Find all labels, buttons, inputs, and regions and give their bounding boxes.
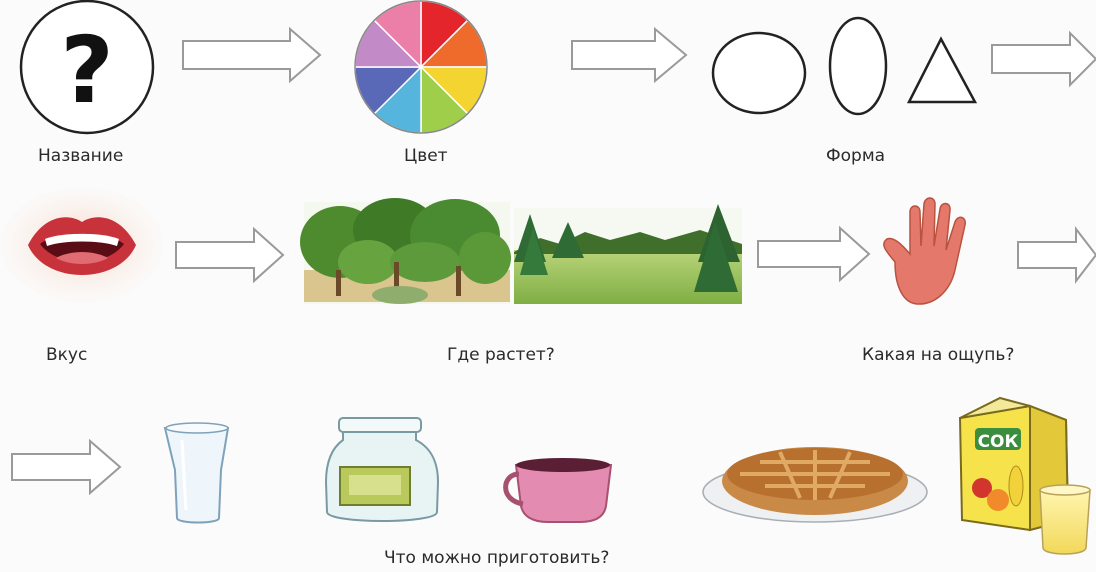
pie-icon — [703, 447, 927, 522]
forest-trees-image — [300, 198, 511, 304]
label-grows: Где растет? — [447, 345, 555, 365]
label-taste: Вкус — [46, 345, 88, 365]
arrow-3 — [992, 33, 1096, 85]
label-color: Цвет — [404, 146, 448, 166]
svg-text:?: ? — [60, 17, 114, 124]
arrow-5 — [758, 228, 869, 280]
arrow-1 — [183, 29, 320, 81]
color-wheel-icon — [355, 1, 487, 133]
question-mark-icon — [21, 1, 153, 133]
mouth-icon — [0, 187, 164, 303]
meadow-image — [514, 204, 742, 304]
shape-circle-icon — [713, 33, 805, 113]
juice-box-label: СОК — [977, 432, 1019, 452]
arrow-2 — [572, 29, 686, 81]
arrow-6 — [1018, 229, 1096, 281]
glass-icon — [165, 423, 228, 523]
arrow-4 — [176, 229, 283, 281]
juice-box-icon — [960, 398, 1090, 554]
hand-icon — [884, 198, 966, 304]
label-touch: Какая на ощупь? — [862, 345, 1015, 365]
shape-oval-icon — [830, 18, 886, 114]
label-name: Название — [38, 146, 124, 166]
label-cook: Что можно приготовить? — [384, 548, 610, 568]
cup-icon — [506, 458, 611, 522]
label-shape: Форма — [826, 146, 886, 166]
jar-icon — [326, 418, 438, 521]
arrow-7 — [12, 441, 120, 493]
shape-triangle-icon — [909, 39, 975, 102]
